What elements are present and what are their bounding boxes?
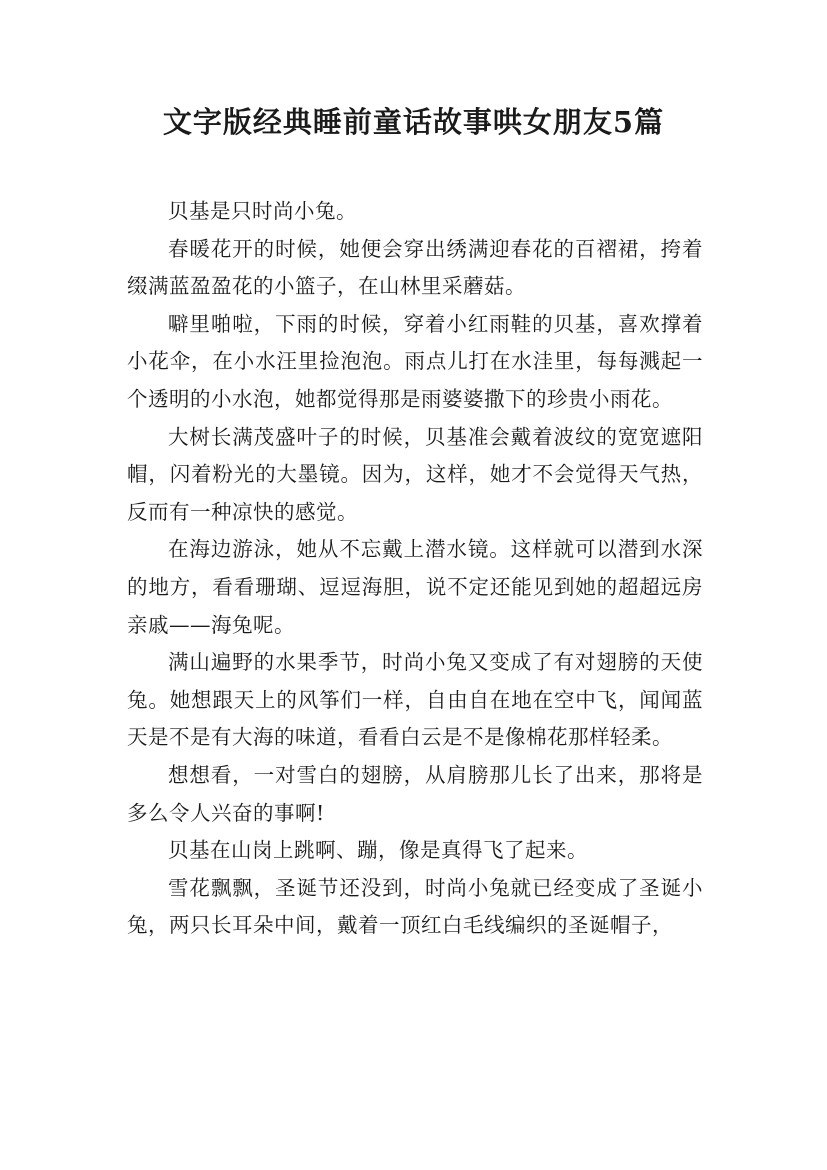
paragraph: 大树长满茂盛叶子的时候，贝基准会戴着波纹的宽宽遮阳帽，闪着粉光的大墨镜。因为，这样，她才不会觉得天气热，反而有一种凉快的感觉。 (127, 424, 703, 524)
paragraph: 贝基是只时尚小兔。 (168, 199, 357, 223)
paragraph: 满山遍野的水果季节，时尚小兔又变成了有对翅膀的天使兔。她想跟天上的风筝们一样，自由自在地在空中飞，闻闻蓝天是不是有大海的味道，看看白云是不是像棉花那样轻柔。 (127, 650, 703, 750)
paragraph: 贝基在山岗上跳啊、蹦，像是真得飞了起来。 (168, 838, 588, 863)
paragraph: 雪花飘飘，圣诞节还没到，时尚小兔就已经变成了圣诞小兔，两只长耳朵中间，戴着一顶红白毛线编织的圣诞帽子， (127, 875, 703, 938)
paragraph: 春暖花开的时候，她便会穿出绣满迎春花的百褶裙，挎着缀满蓝盈盈花的小篮子，在山林里采蘑菇。 (127, 236, 703, 299)
paragraph: 噼里啪啦，下雨的时候，穿着小红雨鞋的贝基，喜欢撑着小花伞，在小水汪里捡泡泡。雨点儿打在水洼里，每每溅起一个透明的小水泡，她都觉得那是雨婆婆撒下的珍贵小雨花。 (127, 311, 703, 411)
paragraph: 在海边游泳，她从不忘戴上潜水镜。这样就可以潜到水深的地方，看看珊瑚、逗逗海胆，说不定还能见到她的超超远房亲戚——海兔呢。 (127, 537, 703, 637)
paragraph: 想想看，一对雪白的翅膀，从肩膀那儿长了出来，那将是多么令人兴奋的事啊! (127, 762, 703, 825)
document-body (127, 193, 703, 945)
document-title: 文字版经典睡前童话故事哄女朋友5篇 (162, 105, 665, 139)
